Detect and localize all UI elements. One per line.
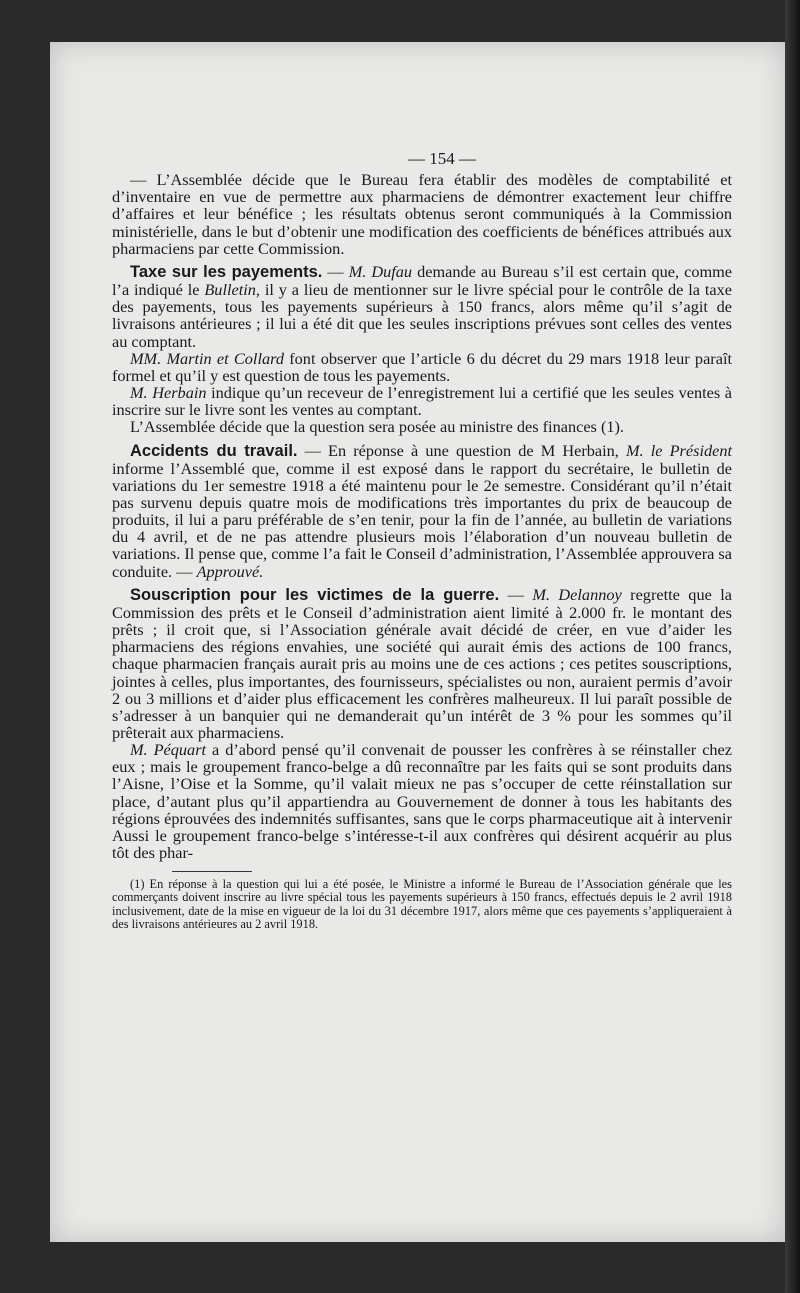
- text: regrette que la Commission des prêts et le Conseil d’administration aient limité à 2.000 fr. le montant des prêts ; il croit que, si l’Association générale avait décidé de créer, en vue d’aider les pharmaciens des régions envahies, une société qui aurait émis des actions de 100 francs, chaque pharmacien français aurait pris au moins une de ces actions ; ces petites souscriptions, jointes à celles, plus importantes, des fournisseurs, spécialistes ou non, auraient permis d’avoir 2 ou 3 millions et d’aider plus efficacement les confrères malheureux. Il lui paraît possible de s’adresser à un banquier qui ne demanderait qu’un intérêt de 3 % pour les sommes qu’il prêterait aux pharmaciens.: [112, 584, 733, 742]
- page-content: [112, 150, 732, 931]
- paragraph-pequart: [112, 741, 732, 861]
- paragraph-assembly-decision: L’Assemblée décide que la question sera posée au ministre des finances (1).: [130, 417, 625, 437]
- speaker-name: M. Dufau: [348, 261, 413, 281]
- text: — En réponse à une question de M Herbain,: [297, 440, 626, 460]
- section-heading-work-accidents: Accidents du travail.: [130, 441, 298, 460]
- text: —: [322, 261, 349, 281]
- approved-note: Approuvé.: [196, 561, 264, 581]
- footnote-divider: [172, 871, 252, 872]
- paragraph-accounting-models: — L’Assemblée décide que le Bureau fera établir des modèles de comptabilité et d’inventaire en vue de permettre aux pharmaciens de démontrer exactement leur chiffre d’affaires et leur bénéfice ; les résultats obtenus seront communiqués à la Commission ministérielle, dans le but d’obtenir une modification des coefficients de bénéfices attribués aux pharmaciens par cette Commission.: [112, 170, 732, 258]
- paragraph-herbain: [112, 384, 732, 418]
- speaker-name: M. Péquart: [130, 740, 207, 760]
- speaker-name: M. Herbain: [130, 383, 207, 403]
- text: font observer que l’article 6 du décret du 29 mars 1918 leur paraît formel et qu’il y est question de tous les payements.: [112, 348, 732, 385]
- text: —: [499, 584, 533, 604]
- paragraph-payment-tax: [112, 263, 732, 350]
- page-number: — 154 —: [408, 149, 476, 168]
- paragraph-martin-collard: [112, 350, 732, 384]
- text: informe l’Assemblé que, comme il est exposé dans le rapport du secrétaire, le bulletin de variations du 1er semestre 1918 a été maintenu pour le 2e semestre. Considérant qu’il n’était pas survenu depuis quatre mois de modifications très importantes du prix de beaucoup de produits, il lui a paru préférable de s’en tenir, pour la fin de l’année, au bulletin de variations du 4 avril, et de ne pas attendre plusieurs mois l’élaboration d’un nouveau bulletin de variations. Il pense que, comme l’a fait le Conseil d’administration, l’Assemblée approuvera sa conduite. —: [112, 458, 732, 581]
- speaker-name: M. le Président: [625, 440, 733, 460]
- text: indique qu’un receveur de l’enregistrement lui a certifié que les seules ventes à inscrire sur le livre sont les ventes au comptant.: [112, 383, 733, 420]
- text: a d’abord pensé qu’il convenait de pousser les confrères à se réinstaller chez eux ; mais le groupement franco-belge a dû reconnaître par les faits qui se sont produits dans l’Aisne, l’Oise et la Somme, qu’il valait mieux ne pas s’occuper de cette réinstallation sur place, d’autant plus qu’il appartiendra au Gouvernement de donner à tous les habitants des régions éprouvées des indemnités suffisantes, sans que le corps pharmaceutique ait à intervenir Aussi le groupement franco-belge s’intéresse-t-il aux confrères qui désirent acquérir au plus tôt des phar-: [112, 740, 733, 863]
- section-heading-war-victims: Souscription pour les victimes de la guerre.: [130, 585, 500, 604]
- page-edge: [785, 0, 800, 1293]
- bulletin-title: Bulletin: [204, 280, 256, 300]
- paragraph-war-victims: [112, 586, 732, 741]
- footnote: (1) En réponse à la question qui lui a été posée, le Ministre a informé le Bureau de l’Association générale que les commerçants doivent inscrire au livre spécial tous les payements supérieurs à 150 francs, effectués depuis le 2 avril 1918 inclusivement, date de la mise en vigueur de la loi du 31 décembre 1917, alors même que ces payements s’appliqueraient à des livraisons antérieures au 2 avril 1918.: [112, 877, 732, 931]
- text: demande au Bureau s’il est certain que, comme l’a indiqué le: [112, 261, 733, 300]
- section-heading-payment-tax: Taxe sur les payements.: [130, 262, 323, 281]
- speaker-name: MM. Martin et Collard: [130, 348, 284, 368]
- paragraph-work-accidents: [112, 442, 732, 580]
- speaker-name: M. Delannoy: [532, 584, 622, 604]
- text: , il y a lieu de mentionner sur le livre spécial pour le contrôle de la taxe des payements, tous les payements supérieurs à 150 francs, alors même qu’il s’agit de livraisons antérieures ; il lui a été dit que les seules inscriptions prévues sont celles des ventes au comptant.: [112, 280, 732, 351]
